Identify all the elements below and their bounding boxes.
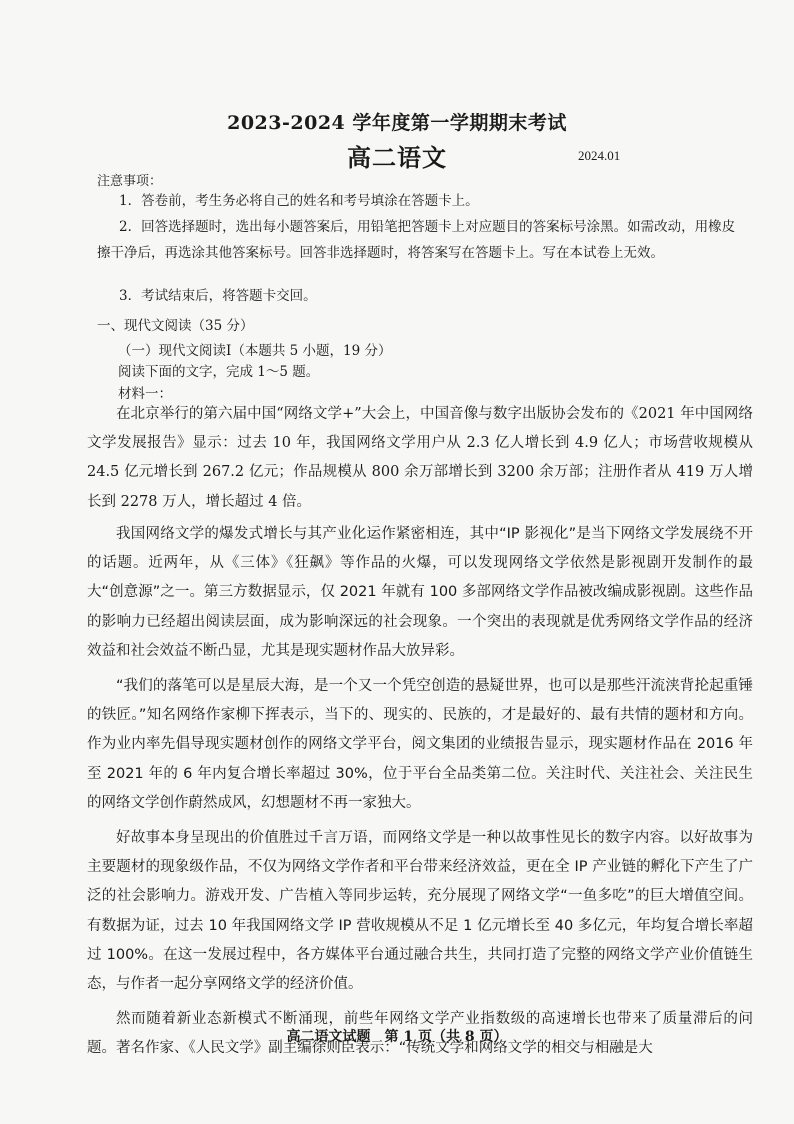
passage-continued xyxy=(87,520,753,1070)
paragraph: 我国网络文学的爆发式增长与其产业化运作紧密相连，其中“IP 影视化”是当下网络文学发展绕不开的话题。近两年，从《三体》《狂飙》等作品的火爆，可以发现网络文学依然是影视剧开发制作的最大“创意源”之一。第三方数据显示，仅 2021 年就有 100 多部网络文学作品被改编成影视剧。这些作品的影响力已经超出阅读层面，成为影响深远的社会现象。一个突出的表现就是优秀网络文学作品的经济效益和社会效益不断凸显，尤其是现实题材作品大放异彩。 xyxy=(87,526,753,659)
exam-title: 2023-2024 学年度第一学期期末考试 xyxy=(227,112,567,134)
subject-title: 高二语文 xyxy=(347,143,447,172)
paragraph: 然而随着新业态新模式不断涌现，前些年网络文学产业指数级的高速增长也带来了质量滞后的问题。著名作家、《人民文学》副主编徐则臣表示：“传统文学和网络文学的相交与相融是大 xyxy=(87,1011,753,1057)
section-subheading: （一）现代文阅读Ⅰ（本题共 5 小题，19 分） xyxy=(118,343,392,359)
section-instruction: 阅读下面的文字，完成 1～5 题。 xyxy=(118,364,320,380)
paragraph: 好故事本身呈现出的价值胜过千言万语，而网络文学是一种以故事性见长的数字内容。以好故事为主要题材的现象级作品，不仅为网络文学作者和平台带来经济效益，更在全 IP 产业链的孵化下产生了广泛的社会影响力。游戏开发、广告植入等同步运转，充分展现了网络文学“一鱼多吃”的巨大增值空间。有数据为证，过去 10 年我国网络文学 IP 营收规模从不足 1 亿元增长至 40 多亿元，年均复合增长率超过 100%。在这一发展过程中，各方媒体平台通过融合共生，共同打造了完整的网络文学产业价值链生态，与作者一起分享网络文学的经济价值。 xyxy=(87,830,753,993)
notice-item-3: 3．考试结束后，将答题卡交回。 xyxy=(119,288,317,304)
notice-item-2: 2．回答选择题时，选出每小题答案后，用铅笔把答题卡上对应题目的答案标号涂黑。如需改动，用橡皮擦干净后，再选涂其他答案标号。回答非选择题时，将答案写在答题卡上。写在本试卷上无效。 xyxy=(97,219,736,261)
paragraph: “我们的落笔可以是星辰大海，是一个又一个凭空创造的悬疑世界，也可以是那些汗流浃背抡起重锤的铁匠。”知名网络作家柳下挥表示，当下的、现实的、民族的，才是最好的、最有共情的题材和方向。作为业内率先倡导现实题材创作的网络文学平台，阅文集团的业绩报告显示，现实题材作品在 2016 年至 2021 年的 6 年内复合增长率超过 30%，位于平台全品类第二位。关注时代、关注社会、关注民生的网络文学创作蔚然成风，幻想题材不再一家独大。 xyxy=(87,678,753,811)
exam-date: 2024.01 xyxy=(578,148,621,163)
page-footer: 高二语文试题 第 1 页（共 8 页） xyxy=(286,1029,508,1045)
passage xyxy=(87,400,753,523)
section-heading: 一、现代文阅读（35 分） xyxy=(97,318,254,334)
notice-heading: 注意事项： xyxy=(97,174,163,189)
material-label: 材料一： xyxy=(118,386,172,402)
notice-item-1: 1．答卷前，考生务必将自己的姓名和考号填涂在答题卡上。 xyxy=(119,193,479,209)
paragraph: 在北京举行的第六届中国“网络文学+”大会上，中国音像与数字出版协会发布的《2021 年中国网络文学发展报告》显示：过去 10 年，我国网络文学用户从 2.3 亿人增长到 4.9 亿人；市场营收规模从 24.5 亿元增长到 267.2 亿元；作品规模从 800 余万部增长到 3200 余万部；注册作者从 419 万人增长到 2278 万人，增长超过 4 倍。 xyxy=(87,406,753,510)
